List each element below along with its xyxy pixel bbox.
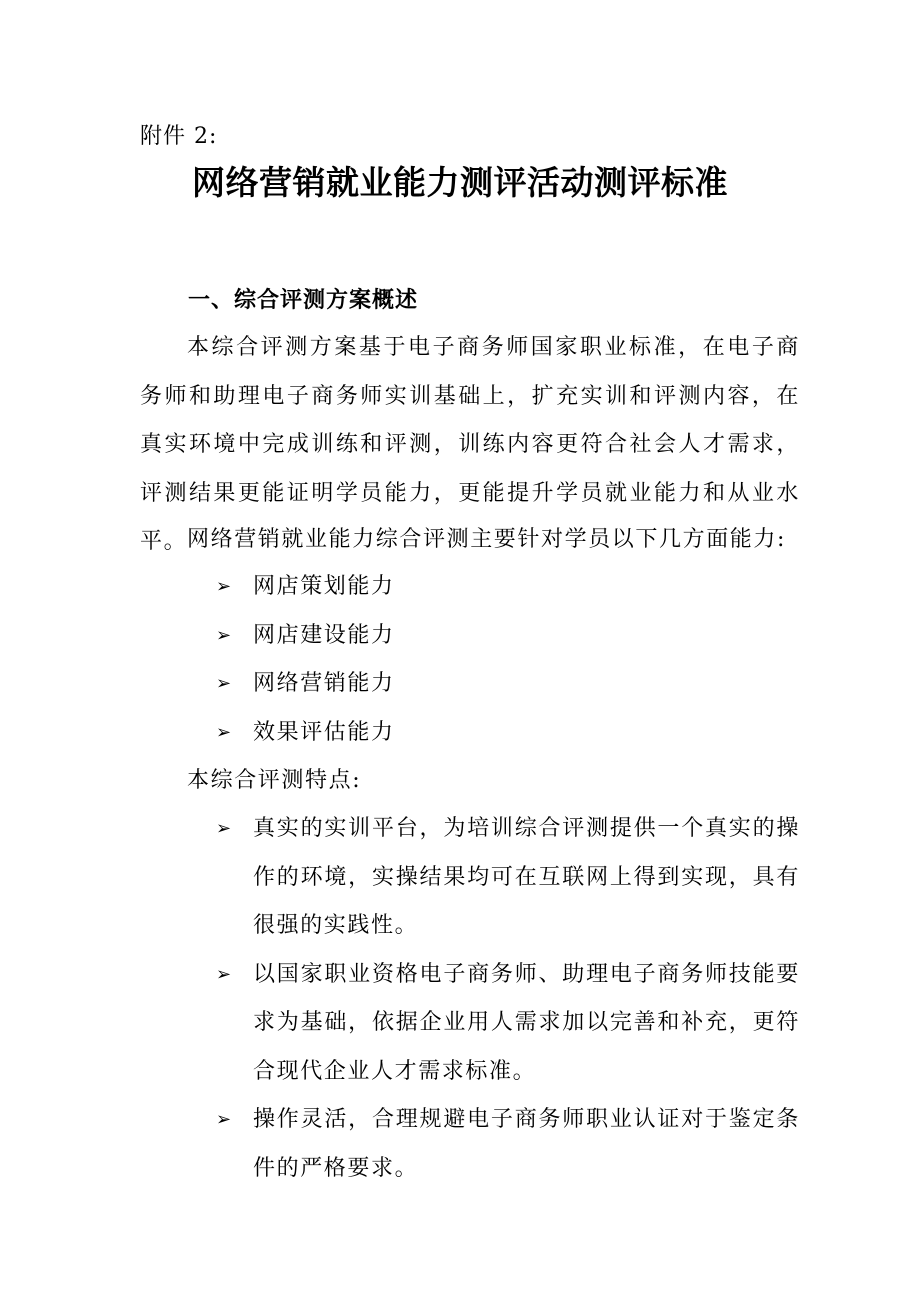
ability-text: 网络营销能力 xyxy=(253,671,395,696)
arrow-bullet-icon: ➢ xyxy=(216,818,233,839)
section-heading: 一、综合评测方案概述 xyxy=(188,287,419,313)
arrow-bullet-icon: ➢ xyxy=(216,673,233,694)
features-list xyxy=(216,805,800,1193)
list-item xyxy=(216,612,395,661)
arrow-bullet-icon: ➢ xyxy=(216,576,233,597)
feature-text: 真实的实训平台，为培训综合评测提供一个真实的操作的环境，实操结果均可在互联网上得到实现，具有很强的实践性。 xyxy=(253,816,800,938)
list-item xyxy=(216,951,800,1097)
list-item xyxy=(216,1096,800,1193)
arrow-bullet-icon: ➢ xyxy=(216,963,233,985)
features-intro-paragraph: 本综合评测特点: xyxy=(187,768,362,793)
arrow-bullet-icon: ➢ xyxy=(216,721,233,743)
arrow-bullet-icon: ➢ xyxy=(216,624,233,646)
document-title: 网络营销就业能力测评活动测评标准 xyxy=(192,163,728,202)
feature-text: 以国家职业资格电子商务师、助理电子商务师技能要求为基础，依据企业用人需求加以完善和补充，更符合现代企业人才需求标准。 xyxy=(253,961,800,1084)
list-item xyxy=(216,805,800,951)
overview-paragraph: 本综合评测方案基于电子商务师国家职业标准，在电子商务师和助理电子商务师实训基础上，扩充实训和评测内容，在真实环境中完成训练和评测，训练内容更符合社会人才需求，评测结果更能证明学员能力，更能提升学员就业能力和从业水平。 xyxy=(140,335,800,554)
ability-text: 网店建设能力 xyxy=(253,622,395,648)
abilities-intro-paragraph: 网络营销就业能力综合评测主要针对学员以下几方面能力: xyxy=(187,527,787,552)
list-item xyxy=(216,660,395,709)
annex-label: 附件 2: xyxy=(140,124,218,149)
list-item xyxy=(216,709,395,758)
feature-text: 操作灵活，合理规避电子商务师职业认证对于鉴定条件的严格要求。 xyxy=(253,1107,800,1181)
arrow-bullet-icon: ➢ xyxy=(216,1109,233,1130)
ability-text: 网店策划能力 xyxy=(253,574,395,599)
abilities-list xyxy=(216,563,395,757)
ability-text: 效果评估能力 xyxy=(253,719,395,745)
list-item xyxy=(216,563,395,612)
